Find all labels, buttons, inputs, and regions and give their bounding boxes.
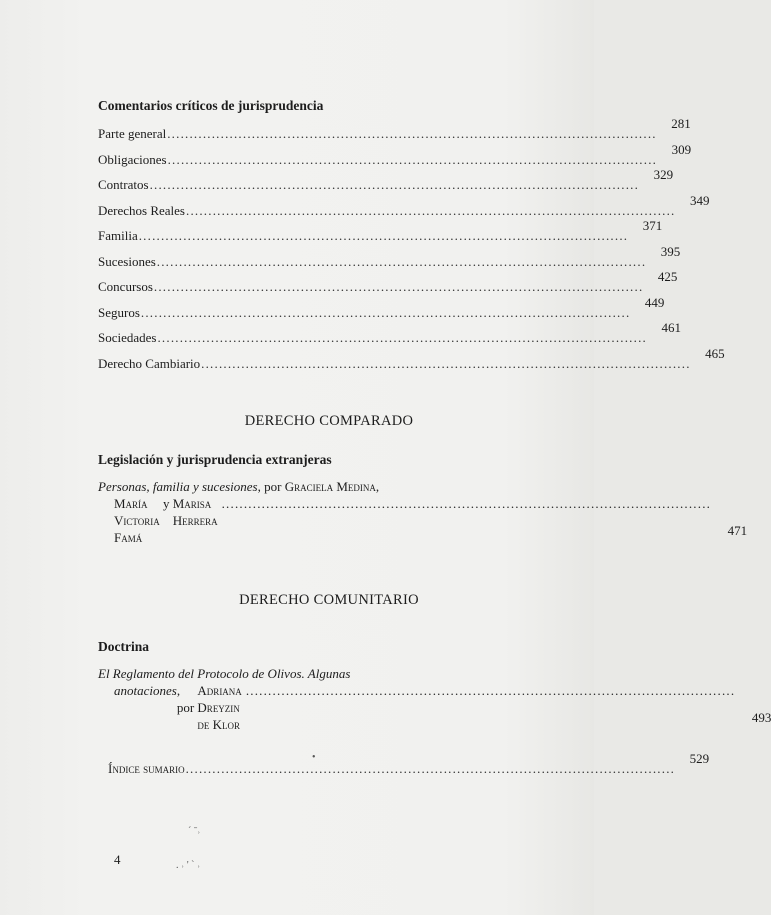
entry-author: María Victoria Famá (114, 496, 160, 545)
dot-leader: .............................................................................................................. (153, 279, 644, 294)
toc-page-number: 465 (705, 345, 725, 361)
section-heading-comentarios: Comentarios críticos de jurisprudencia (98, 98, 324, 113)
toc-page-number: 349 (690, 192, 710, 208)
entry-line-1 (98, 478, 711, 495)
entry-line-1 (98, 665, 735, 682)
toc-entry-familia[interactable] (98, 218, 663, 252)
dot-leader: .............................................................................................................. (185, 761, 676, 776)
entry-title: El Reglamento del Protocolo de Olivos. Algunas (98, 666, 351, 681)
dot-leader: .............................................................................................................. (186, 202, 676, 218)
toc-label: Contratos (98, 177, 149, 192)
toc-label: Derecho Cambiario (98, 355, 201, 371)
entry-line-2 (114, 495, 711, 546)
scan-speck: ˊ ˉ˒ (188, 826, 201, 837)
dot-leader: .............................................................................................................. (167, 126, 657, 141)
toc-label: Índice sumario (108, 761, 185, 776)
toc-label: Seguros (98, 304, 140, 320)
toc-label: Obligaciones (98, 151, 167, 167)
scan-speck: . ˒ ' ˋ ˒ (176, 860, 201, 871)
entry-title: Personas, familia y sucesiones (98, 479, 258, 494)
part-heading-derecho-comunitario: DERECHO COMUNITARIO (239, 592, 419, 608)
page-number: 4 (114, 852, 121, 867)
subheading-legislacion: Legislación y jurisprudencia extranjeras (98, 452, 332, 467)
dot-leader: .............................................................................................................. (140, 304, 631, 320)
subheading-doctrina: Doctrina (98, 639, 149, 654)
dot-leader: .............................................................................................................. (138, 228, 629, 243)
entry-conjunction: y (162, 496, 170, 511)
toc-page-number: 395 (660, 243, 681, 259)
toc-page-number: 281 (671, 116, 691, 131)
dot-leader: .............................................................................................................. (221, 496, 712, 511)
toc-entry-indice-sumario[interactable] (108, 751, 710, 785)
table-of-contents (98, 98, 771, 785)
dot-leader: .............................................................................................................. (157, 330, 647, 345)
toc-entry-contratos[interactable] (98, 167, 674, 201)
entry-line-2 (114, 682, 735, 733)
toc-label: Derechos Reales (98, 202, 185, 218)
dot-leader: .............................................................................................................. (201, 355, 691, 371)
toc-label: Parte general (98, 126, 167, 141)
entry-por: , por (257, 479, 282, 494)
dot-leader: .............................................................................................................. (167, 151, 658, 167)
toc-entry-seguros[interactable] (98, 294, 665, 329)
toc-label: Sucesiones (98, 253, 156, 269)
entry-author: Adriana Dreyzin de Klor (197, 683, 242, 732)
entry-author: Graciela Medina, (284, 479, 380, 494)
scan-speck: • (312, 752, 316, 763)
toc-page-number: 329 (653, 167, 674, 182)
entry-title: anotaciones (114, 683, 177, 698)
entry-por: , por (176, 683, 195, 715)
toc-page-number: 493 (751, 710, 771, 725)
dot-leader: .............................................................................................................. (156, 253, 647, 269)
toc-page-number: 309 (671, 141, 692, 157)
dot-leader: .............................................................................................................. (245, 683, 736, 698)
part-heading-derecho-comparado: DERECHO COMPARADO (244, 413, 414, 429)
toc-label: Concursos (98, 279, 153, 294)
entry-text (98, 478, 711, 546)
entry-text (98, 665, 735, 733)
toc-entry-derecho-cambiario[interactable] (98, 345, 725, 380)
toc-page-number: 425 (657, 269, 678, 284)
toc-page-number: 371 (642, 218, 663, 233)
toc-entry-personas-familia[interactable] (98, 478, 748, 546)
toc-page-number: 471 (727, 523, 748, 538)
dot-leader: .............................................................................................................. (149, 177, 640, 192)
toc-label: Sociedades (98, 330, 157, 345)
toc-label: Familia (98, 228, 138, 243)
toc-page-number: 461 (661, 320, 681, 335)
toc-page-number: 449 (644, 294, 665, 310)
toc-entry-reglamento-olivos[interactable] (98, 665, 771, 733)
toc-entry-sociedades[interactable] (98, 320, 681, 354)
toc-list-comentarios (98, 116, 725, 379)
entry-author: Marisa Herrera (172, 496, 218, 528)
toc-page-number: 529 (689, 751, 710, 766)
